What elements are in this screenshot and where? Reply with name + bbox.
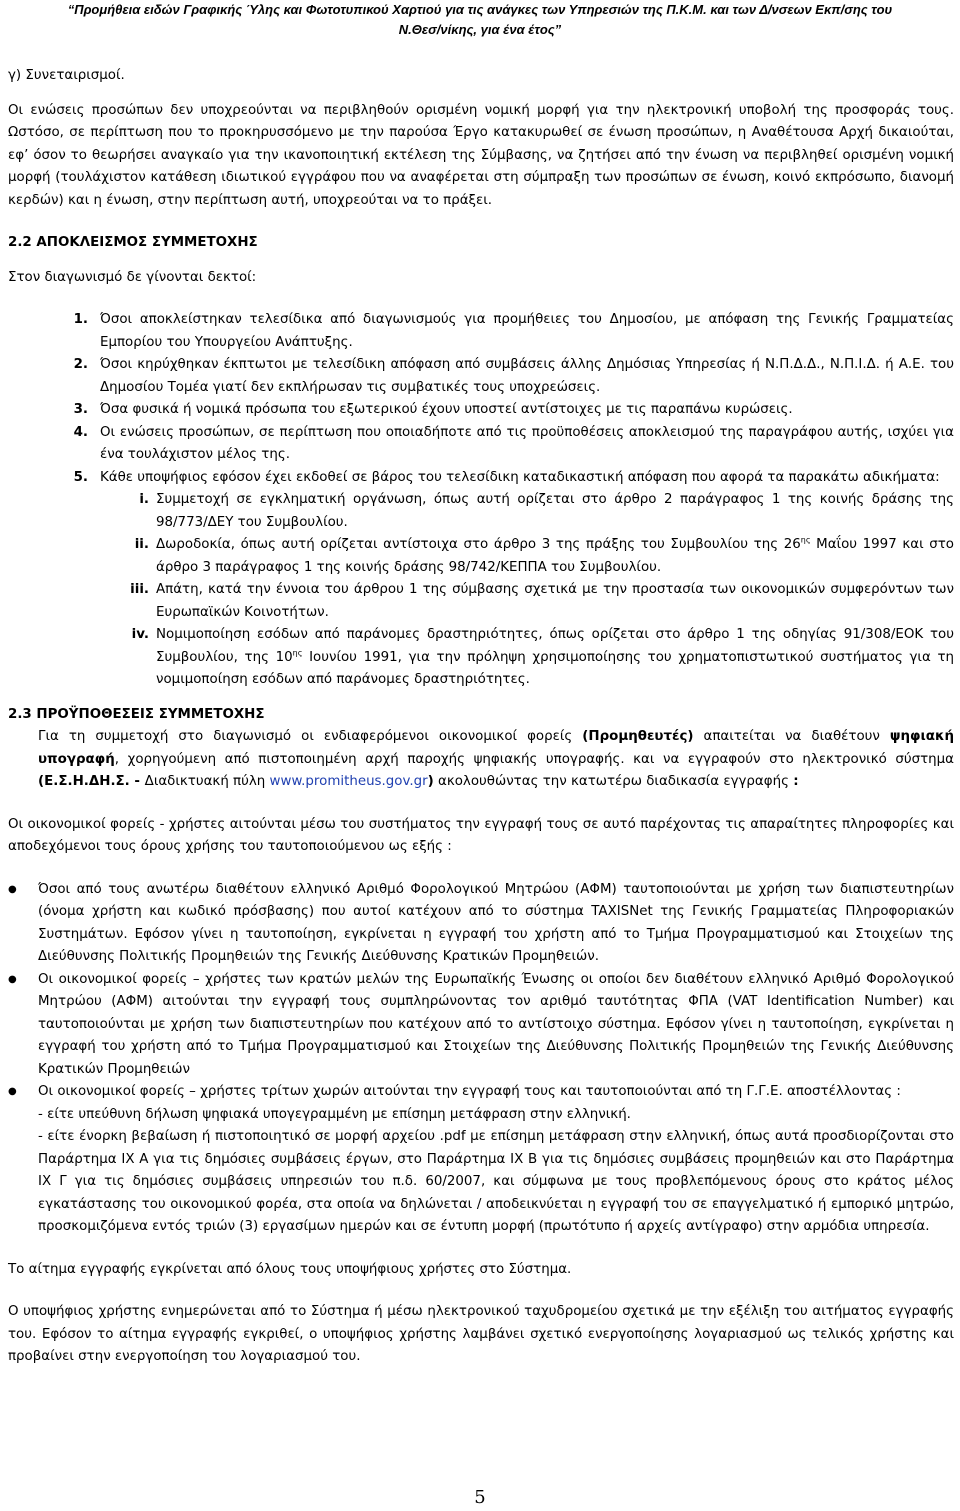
- sub-item-text: Απάτη, κατά την έννοια του άρθρου 1 της σύμβασης σχετικά με την προστασία των οικονομικών συμφερόντων των Ευρωπαϊκών Κοινοτήτων.: [156, 582, 954, 620]
- item-text: Κάθε υποψήφιος εφόσον έχει εκδοθεί σε βάρος του τελεσίδικη καταδικαστική απόφαση που αφορά τα παρακάτω αδικήματα:: [100, 469, 940, 485]
- section-2-3-intro: Για τη συμμετοχή στο διαγωνισμό οι ενδιαφερόμενοι οικονομικοί φορείς (Προμηθευτές) απαιτείται να διαθέτουν ψηφιακή υπογραφή, χορηγούμενη από πιστοποιημένη αρχή παροχής ψηφιακής υπογραφής. και να εγγραφούν στο ηλεκτρονικό σύστημα (Ε.Σ.Η.ΔΗ.Σ. - Διαδικτυακή πύλη www.promitheus.gov.gr) ακολουθώντας την κατωτέρω διαδικασία εγγραφής :: [38, 729, 954, 789]
- page-number: 5: [474, 1487, 486, 1508]
- bullet-item-afm: [8, 879, 954, 969]
- section-g-title: γ) Συνεταιρισμοί.: [8, 68, 125, 83]
- sub-item-number: iv.: [131, 627, 149, 642]
- item-text: Όσα φυσικά ή νομικά πρόσωπα του εξωτερικού έχουν υποστεί αντίστοιχες με τις παραπάνω κυρώσεις.: [100, 402, 793, 417]
- document-body: [8, 65, 954, 1369]
- sub-item-number: ii.: [134, 537, 149, 552]
- item-number: 2.: [73, 357, 88, 372]
- bullet-icon: ●: [8, 1086, 17, 1097]
- item-number: 5.: [73, 469, 88, 485]
- offence-item-ii: [105, 534, 954, 579]
- registration-paragraph: Οι οικονομικοί φορείς - χρήστες αιτούνται μέσω του συστήματος την εγγραφή τους σε αυτό παρέχοντας τις απαραίτητες πληροφορίες και αποδεχόμενοι τους όρους χρήσης του ταυτοποιούμενου ως εξής :: [8, 816, 954, 854]
- promitheus-link[interactable]: www.promitheus.gov.gr: [269, 774, 428, 789]
- bullet-text: Όσοι από τους ανωτέρω διαθέτουν ελληνικό Αριθμό Φορολογικού Μητρώου (ΑΦΜ) ταυτοποιούνται με χρήση των διαπιστευτηρίων (όνομα χρήστη και κωδικό πρόσβασης) που αυτοί κατέχουν από το σύστημα TAXISNet της Γενικής Γραμματείας Πληροφοριακών Συστημάτων. Εφόσον γίνει η ταυτοποίηση, εγκρίνεται η εγγραφή του χρήστη από το Τμήμα Προγραμματισμού και Στοιχείων της Διεύθυνσης Πολιτικής Προμηθειών της Γενικής Διεύθυνσης Κρατικών Προμηθειών.: [38, 881, 954, 964]
- item-text: Οι ενώσεις προσώπων, σε περίπτωση που οποιαδήποτε από τις προϋποθέσεις αποκλεισμού της παραγράφου αυτής, ισχύει για ένα τουλάχιστον μέλος της.: [100, 424, 954, 462]
- ordinal-suffix: ης: [292, 648, 303, 658]
- item-text: Όσοι κηρύχθηκαν έκπτωτοι με τελεσίδικη απόφαση από συμβάσεις άλλης Δημόσιας Υπηρεσίας ή Ν.Π.Δ.Δ., Ν.Π.Ι.Δ. ή Α.Ε. του Δημοσίου Τομέα γιατί δεν εκπλήρωσαν τις συμβατικές τους υποχρεώσεις.: [100, 357, 954, 395]
- bullet-icon: ●: [8, 973, 17, 985]
- section-2-2-intro: Στον διαγωνισμό δε γίνονται δεκτοί:: [8, 269, 257, 285]
- bullet-item-third-country: [8, 1081, 954, 1104]
- section-2-2-heading: 2.2 ΑΠΟΚΛΕΙΣΜΟΣ ΣΥΜΜΕΤΟΧΗΣ: [8, 235, 258, 250]
- header-title-line-2: Ν.Θεσ/νίκης, για ένα έτος”: [398, 22, 562, 37]
- exclusion-item-3: [8, 399, 954, 422]
- sub-item-number: i.: [139, 492, 149, 507]
- item-number: 4.: [73, 424, 88, 440]
- dash-item-1: - είτε υπεύθυνη δήλωση ψηφιακά υπογεγραμμένη με επίσημη μετάφραση στην ελληνική.: [38, 1106, 631, 1122]
- section-g-paragraph: Οι ενώσεις προσώπων δεν υποχρεούνται να περιβληθούν ορισμένη νομική μορφή για την ηλεκτρονική υποβολή της προσφοράς τους. Ωστόσο, σε περίπτωση που το προκηρυσσόμενο με την παρούσα Έργο κατακυρωθεί σε ένωση προσώπων, η Αναθέτουσα Αρχή δικαιούται, εφ’ όσον το θεωρήσει αναγκαίο για την ικανοποιητική εκτέλεση της Σύμβασης, να ζητήσει από την ένωση να περιβληθεί ορισμένη νομική μορφή (τουλάχιστον κατάθεση ιδιωτικού εγγράφου που να αναφέρεται στη σύμπραξη των προσώπων σε ένωση, κοινό εκπρόσωπο, διανομή κερδών) και η ένωση, στην περίπτωση αυτή, υποχρεούται να το πράξει.: [8, 102, 954, 208]
- exclusion-item-4: [8, 422, 954, 467]
- bullet-item-eu: [8, 969, 954, 1082]
- document-header: [0, 0, 960, 40]
- bullet-text: Οι οικονομικοί φορείς – χρήστες τρίτων χωρών αιτούνται την εγγραφή τους και ταυτοποιούνται από τη Γ.Γ.Ε. αποστέλλοντας :: [38, 1084, 901, 1099]
- sub-item-text: Δωροδοκία, όπως αυτή ορίζεται αντίστοιχα στο άρθρο 3 της πράξης του Συμβουλίου της $26^{\eta\varsigma}$ Μαΐου 1997 και στο άρθρο 3 παράγραφος 1 της κοινής δράσης 98/742/ΚΕΠΠΑ του Συμβουλίου.: [156, 535, 954, 575]
- approval-paragraph: Το αίτημα εγγραφής εγκρίνεται από όλους τους υποψήφιους χρήστες στο Σύστημα.: [8, 1261, 572, 1277]
- sub-item-text: Συμμετοχή σε εγκληματική οργάνωση, όπως αυτή ορίζεται στο άρθρο 2 παράγραφος 1 της κοινής δράσης της 98/773/ΔΕΥ του Συμβουλίου.: [156, 492, 954, 530]
- item-text: Όσοι αποκλείστηκαν τελεσίδικα από διαγωνισμούς για προμήθειες του Δημοσίου, με απόφαση της Γενικής Γραμματείας Εμπορίου του Υπουργείου Ανάπτυξης.: [100, 312, 954, 350]
- header-title-line-1: “Προμήθεια ειδών Γραφικής Ύλης και Φωτοτυπικού Χαρτιού για τις ανάγκες των Υπηρεσιών της Π.Κ.Μ. και των Δ/νσεων Εκπ/σης του: [67, 2, 893, 17]
- exclusion-item-1: [8, 309, 954, 354]
- notification-paragraph: Ο υποψήφιος χρήστης ενημερώνεται από το Σύστημα ή μέσω ηλεκτρονικού ταχυδρομείου σχετικά με την εξέλιξη του αιτήματος εγγραφής του. Εφόσον το αίτημα εγγραφής εγκριθεί, ο υποψήφιος χρήστης λαμβάνει σχετικό ενεργοποίησης λογαριασμού ως τελικός χρήστης και προβαίνει στην ενεργοποίηση του λογαριασμού του.: [8, 1304, 954, 1364]
- offence-item-iii: [105, 579, 954, 624]
- offence-item-i: [105, 489, 954, 534]
- section-2-3-heading: 2.3 ΠΡΟΫΠΟΘΕΣΕΙΣ ΣΥΜΜΕΤΟΧΗΣ: [8, 706, 265, 722]
- item-number: 3.: [73, 402, 88, 417]
- exclusion-item-2: [8, 354, 954, 399]
- bullet-icon: ●: [8, 883, 17, 895]
- bullet-text: Οι οικονομικοί φορείς – χρήστες των κρατών μελών της Ευρωπαϊκής Ένωσης οι οποίοι δεν διαθέτουν ελληνικό Αριθμό Φορολογικού Μητρώου (ΑΦΜ) αιτούνται την εγγραφή τους συμπληρώνοντας τον αριθμό ταυτότητας ΦΠΑ (VAT Identification Number) και ταυτοποιούνται με χρήση των διαπιστευτηρίων που κατέχουν από το αντίστοιχο σύστημα. Εφόσον γίνει η ταυτοποίηση, εγκρίνεται η εγγραφή του χρήστη από το Τμήμα Προγραμματισμού και Στοιχείων της Διεύθυνσης Πολιτικής Προμηθειών της Γενικής Διεύθυνσης Κρατικών Προμηθειών: [38, 971, 954, 1077]
- sub-item-number: iii.: [130, 582, 149, 597]
- item-number: 1.: [73, 312, 88, 327]
- ordinal-suffix: ης: [800, 535, 811, 545]
- exclusion-item-5: [8, 467, 954, 490]
- dash-item-2: - είτε ένορκη βεβαίωση ή πιστοποιητικό σε μορφή αρχείου .pdf με επίσημη μετάφραση στην ελληνική, όπως αυτά προσδιορίζονται στο Παράρτημα ΙΧ Α για τις δημόσιες συμβάσεις έργων, στο Παράρτημα ΙΧ Β για τις δημόσιες συμβάσεις προμηθειών και στο Παράρτημα ΙΧ Γ για τις δημόσιες συμβάσεις υπηρεσιών του π.δ. 60/2007, και σύμφωνα με τους προβλεπόμενους όρους στο κράτος μέλος εγκατάστασης του οικονομικού φορέα, στα οποία να δηλώνεται / αποδεικνύεται η εγγραφή του σε επαγγελματικό ή εμπορικό μητρώο, προσκομιζόμενα εντός τριών (3) εργασίμων ημερών και σε έντυπη μορφή (πρωτότυπο ή αρχείς αντίγραφο) στην αρμόδια υπηρεσία.: [38, 1129, 954, 1234]
- sub-item-text: Νομιμοποίηση εσόδων από παράνομες δραστηριότητες, όπως ορίζεται στο άρθρο 1 της οδηγίας 91/308/ΕΟΚ του Συμβουλίου, της $10^{\eta\varsigma}$ Ιουνίου 1991, για την πρόληψη χρησιμοποίησης του χρηματοπιστωτικού συστήματος για τη νομιμοποίηση εσόδων από παράνομες δραστηριότητες.: [156, 627, 954, 687]
- offence-item-iv: [105, 624, 954, 692]
